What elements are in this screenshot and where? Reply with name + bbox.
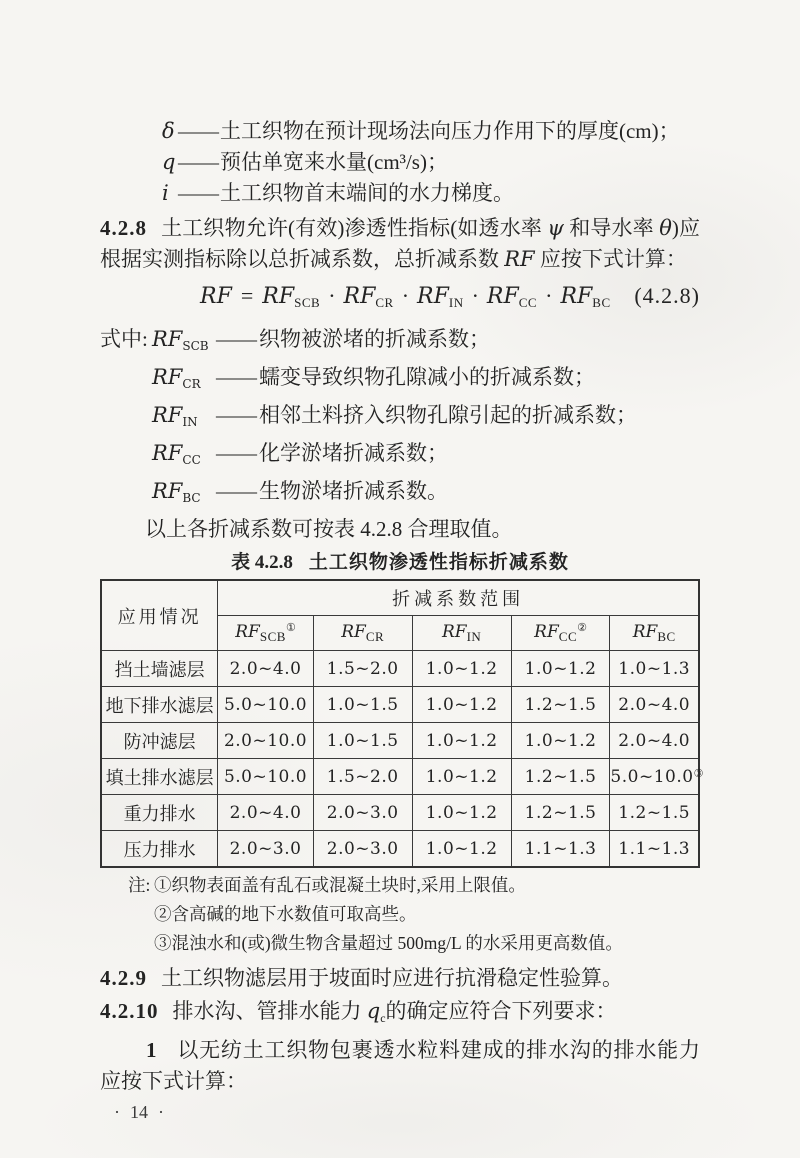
row-label: 填土排水滤层 xyxy=(101,759,218,795)
var-rf-bc xyxy=(152,476,216,514)
var-psi: ψ xyxy=(547,216,564,240)
table-reference-note: 以上各折减系数可按表 4.2.8 合理取值。 xyxy=(145,517,513,541)
section-text: 土工织物滤层用于坡面时应进行抗滑稳定性验算。 xyxy=(161,966,623,990)
note-item: ③混浊水和(或)微生物含量超过 500mg/L 的水采用更高数值。 xyxy=(154,933,623,953)
table-caption-text: 土工织物渗透性指标折减系数 xyxy=(308,552,569,573)
header-rf-cr xyxy=(313,616,412,651)
table-cell: 1.0~1.2 xyxy=(412,651,511,687)
term-subscript: CR xyxy=(375,295,394,310)
where-line xyxy=(100,400,700,438)
formula-term: RF xyxy=(262,284,295,309)
var-rf-cr xyxy=(152,362,216,400)
term-subscript: CC xyxy=(518,295,538,310)
footnote-mark: ③ xyxy=(693,766,704,780)
where-prefix: 式中: xyxy=(100,327,148,351)
var-base: RF xyxy=(341,621,366,642)
where-prefix xyxy=(100,476,152,514)
row-label: 重力排水 xyxy=(101,795,218,831)
table-cell: 1.1~1.3 xyxy=(610,831,699,868)
formula-term: RF xyxy=(417,284,449,309)
var-subscript: CR xyxy=(182,377,201,391)
table-cell: 5.0~10.0 xyxy=(218,687,314,723)
var-base: RF xyxy=(152,441,183,465)
var-subscript: IN xyxy=(182,415,198,429)
table-cell: 1.5~2.0 xyxy=(313,759,412,795)
section-4-2-9 xyxy=(100,962,700,995)
table-cell: 2.0~4.0 xyxy=(218,795,314,831)
table-cell: 2.0~4.0 xyxy=(610,723,699,759)
table-cell: 1.0~1.2 xyxy=(511,651,610,687)
table-cell: 1.1~1.3 xyxy=(511,831,610,868)
section-number: 4.2.8 xyxy=(100,216,147,240)
footer-number: 14 xyxy=(130,1102,148,1122)
reduction-factor-table xyxy=(100,579,704,868)
table-cell: 1.5~2.0 xyxy=(313,651,412,687)
header-rf-cc xyxy=(511,616,610,651)
section-text: 和导水率 xyxy=(563,216,660,240)
where-text: 相邻土料挤入织物孔隙引起的折减系数； xyxy=(259,403,637,427)
em-dash: —— xyxy=(178,119,218,143)
var-base: RF xyxy=(632,621,658,642)
table-caption-label: 表 4.2.8 xyxy=(231,552,293,573)
em-dash: —— xyxy=(216,403,256,427)
table-row xyxy=(101,651,699,687)
clause-item-1 xyxy=(100,1035,700,1097)
em-dash: —— xyxy=(178,181,218,205)
notes-items xyxy=(154,871,700,958)
table-row xyxy=(101,687,699,723)
symbol-definitions xyxy=(100,116,700,209)
table-cell: 5.0~10.0 xyxy=(218,759,314,795)
table-row xyxy=(101,795,699,831)
header-rf-scb xyxy=(218,616,314,651)
row-label: 防冲滤层 xyxy=(101,723,218,759)
table-header-row xyxy=(101,580,699,616)
equals-sign: = xyxy=(240,283,254,308)
multiplication-dot: · xyxy=(401,283,410,308)
table-cell: 1.2~1.5 xyxy=(511,687,610,723)
section-text: 的确定应符合下列要求： xyxy=(385,999,617,1023)
symbol-q: q xyxy=(162,150,176,174)
section-4-2-10 xyxy=(100,995,700,1035)
var-rf: RF xyxy=(504,247,535,271)
formula-term: RF xyxy=(560,284,593,309)
table-cell: 1.0~1.2 xyxy=(412,759,511,795)
formula-term: RF xyxy=(486,284,519,309)
var-subscript: CR xyxy=(365,628,385,644)
multiplication-dot: · xyxy=(471,283,479,308)
var-subscript: SCB xyxy=(259,629,286,644)
table-row xyxy=(101,759,699,795)
section-4-2-8 xyxy=(100,213,700,275)
table-row xyxy=(101,831,699,868)
footer-dot: · xyxy=(114,1102,120,1122)
table-cell: 1.0~1.2 xyxy=(412,831,511,868)
table-cell: 1.0~1.2 xyxy=(412,687,511,723)
var-base: RF xyxy=(152,403,183,427)
header-rf-in xyxy=(412,616,511,651)
var-qc: q xyxy=(366,999,381,1023)
table-caption xyxy=(100,550,700,576)
where-definitions xyxy=(100,324,700,514)
var-base: RF xyxy=(152,365,183,389)
var-base: RF xyxy=(152,327,183,351)
var-base: RF xyxy=(235,622,260,642)
var-subscript: CC xyxy=(182,453,201,467)
var-subscript: BC xyxy=(657,628,676,644)
table-cell: 2.0~3.0 xyxy=(218,831,314,868)
var-subscript: CC xyxy=(558,629,578,644)
formula-term: RF xyxy=(343,284,376,309)
var-base: RF xyxy=(441,621,467,642)
where-line xyxy=(100,324,700,362)
table-cell: 2.0~4.0 xyxy=(218,651,314,687)
where-prefix xyxy=(100,400,152,438)
em-dash: —— xyxy=(216,479,256,503)
header-rf-bc xyxy=(610,616,699,651)
var-subscript: BC xyxy=(182,491,201,505)
table-cell xyxy=(610,759,704,795)
section-text: 应按下式计算： xyxy=(534,247,687,271)
where-text: 生物淤堵折减系数。 xyxy=(259,479,448,503)
where-prefix xyxy=(100,438,152,476)
footnote-mark: ① xyxy=(285,622,296,634)
where-text: 织物被淤堵的折减系数； xyxy=(259,327,490,351)
definition-line xyxy=(100,178,700,209)
em-dash: —— xyxy=(178,150,218,174)
note-item: ②含高碱的地下水数值可取高些。 xyxy=(154,904,417,924)
formula-lhs: RF xyxy=(200,284,232,309)
section-text: )应根据实测指标除以总折减系数，总折减系数 xyxy=(100,216,700,271)
equation-number: (4.2.8) xyxy=(634,283,700,308)
em-dash: —— xyxy=(216,327,256,351)
table-cell: 1.2~1.5 xyxy=(511,759,610,795)
table-notes xyxy=(100,871,700,958)
em-dash: —— xyxy=(216,365,256,389)
term-subscript: SCB xyxy=(294,295,321,310)
table-cell: 2.0~10.0 xyxy=(218,723,314,759)
formula-4-2-8 xyxy=(100,279,700,320)
em-dash: —— xyxy=(216,441,256,465)
term-subscript: IN xyxy=(448,295,464,310)
formula-expression xyxy=(200,279,611,320)
term-subscript: BC xyxy=(592,295,611,310)
row-label: 地下排水滤层 xyxy=(101,687,218,723)
table-cell: 1.2~1.5 xyxy=(610,795,699,831)
header-group: 折减系数范围 xyxy=(218,580,699,616)
table-cell: 2.0~3.0 xyxy=(313,795,412,831)
row-label: 压力排水 xyxy=(101,831,218,868)
table-cell: 1.0~1.5 xyxy=(313,687,412,723)
section-text: 排水沟、管排水能力 xyxy=(172,999,367,1023)
where-text: 蠕变导致织物孔隙减小的折减系数； xyxy=(259,365,595,389)
definition-line xyxy=(100,116,700,147)
definition-text: 土工织物首末端间的水力梯度。 xyxy=(220,181,514,205)
footnote-mark: ② xyxy=(577,622,587,634)
where-text: 化学淤堵折减系数； xyxy=(259,441,448,465)
multiplication-dot: · xyxy=(545,283,553,308)
where-line xyxy=(100,362,700,400)
definition-text: 土工织物在预计现场法向压力作用下的厚度(cm)； xyxy=(220,119,680,143)
where-line xyxy=(100,438,700,476)
item-number: 1 xyxy=(146,1038,157,1062)
var-rf-in xyxy=(152,400,216,438)
table-row xyxy=(101,723,699,759)
section-text: 土工织物允许(有效)渗透性指标(如透水率 xyxy=(161,216,548,240)
var-subscript: IN xyxy=(466,628,482,644)
var-subscript: c xyxy=(380,1011,386,1025)
footer-dot: · xyxy=(158,1102,164,1122)
var-base: RF xyxy=(534,622,559,642)
note-item: ①织物表面盖有乱石或混凝土块时,采用上限值。 xyxy=(154,875,526,895)
table-cell: 1.0~1.2 xyxy=(412,723,511,759)
table-cell: 2.0~3.0 xyxy=(313,831,412,868)
symbol-i: i xyxy=(162,181,169,205)
table-cell: 1.2~1.5 xyxy=(511,795,610,831)
definition-text: 预估单宽来水量(cm³/s)； xyxy=(220,150,448,174)
row-label: 挡土墙滤层 xyxy=(101,651,218,687)
where-prefix xyxy=(100,362,152,400)
header-application: 应用情况 xyxy=(101,580,218,651)
multiplication-dot: · xyxy=(328,283,336,308)
var-theta: θ xyxy=(659,216,672,240)
var-rf-scb xyxy=(152,324,216,362)
symbol-delta: δ xyxy=(162,119,175,143)
var-subscript: SCB xyxy=(182,339,209,353)
definition-line xyxy=(100,147,700,178)
notes-label: 注: xyxy=(128,875,151,895)
var-rf-cc xyxy=(152,438,216,476)
section-number: 4.2.9 xyxy=(100,966,147,990)
where-line xyxy=(100,476,700,514)
cell-value: 5.0~10.0 xyxy=(610,766,694,787)
page-number xyxy=(100,1102,700,1123)
table-cell: 1.0~1.5 xyxy=(313,723,412,759)
table-cell: 1.0~1.2 xyxy=(412,795,511,831)
item-text: 以无纺土工织物包裹透水粒料建成的排水沟的排水能力应按下式计算： xyxy=(100,1038,700,1093)
table-cell: 1.0~1.3 xyxy=(610,651,699,687)
var-base: RF xyxy=(152,479,183,503)
table-cell: 1.0~1.2 xyxy=(511,723,610,759)
table-cell: 2.0~4.0 xyxy=(610,687,699,723)
section-number: 4.2.10 xyxy=(100,999,159,1023)
